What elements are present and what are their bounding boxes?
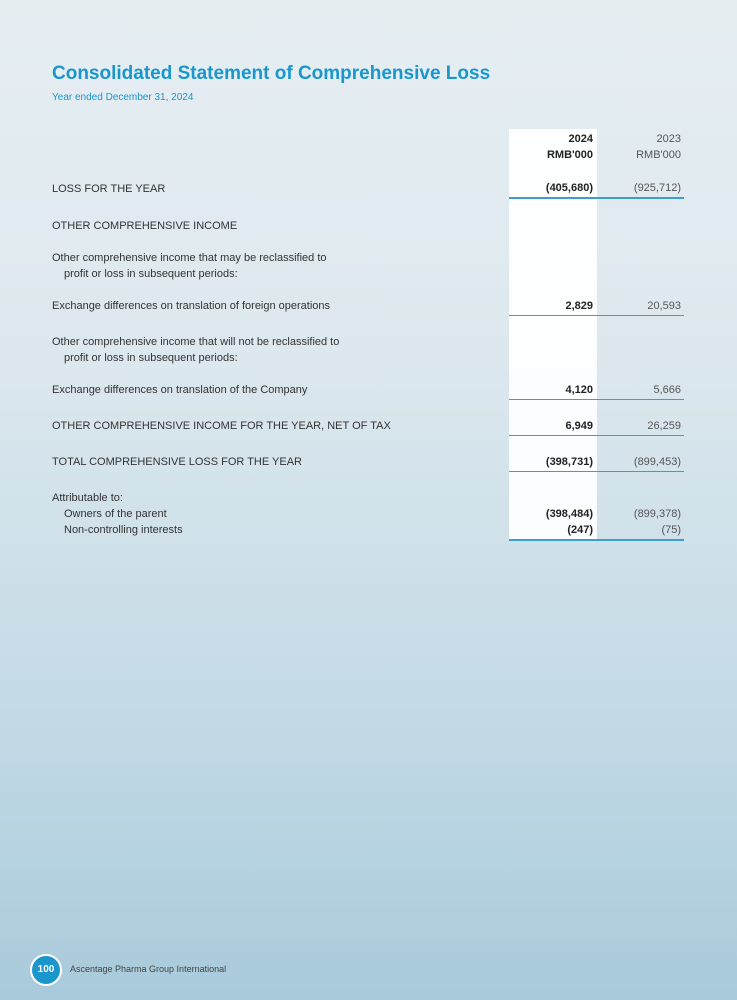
row-oci-net-label: OTHER COMPREHENSIVE INCOME FOR THE YEAR, NET OF TAX (52, 420, 391, 432)
col-header-2024: 2024 (568, 133, 593, 145)
footer-company-name: Ascentage Pharma Group International (70, 964, 227, 974)
row-attributable-label: Attributable to: (52, 492, 123, 504)
row-loss-2023: (925,712) (633, 182, 681, 194)
row-noreclass-line1: Other comprehensive income that will not be reclassified to (52, 336, 340, 348)
rule-fx-foreign (509, 315, 684, 316)
row-fx-company-2023: 5,666 (653, 384, 681, 396)
row-nci-2024: (247) (567, 524, 593, 536)
row-noreclass-line2: profit or loss in subsequent periods: (64, 352, 238, 364)
row-fx-foreign-2024: 2,829 (565, 300, 593, 312)
rule-fx-company (509, 399, 684, 400)
row-total-label: TOTAL COMPREHENSIVE LOSS FOR THE YEAR (52, 456, 303, 468)
row-nci-2023: (75) (661, 524, 681, 536)
row-owners-2023: (899,378) (633, 508, 681, 520)
row-owners-label: Owners of the parent (64, 508, 167, 520)
page-number-badge: 100 (30, 954, 62, 986)
rule-total (509, 471, 684, 472)
rule-oci-net (509, 435, 684, 436)
row-total-2023: (899,453) (633, 456, 681, 468)
row-reclass-line2: profit or loss in subsequent periods: (64, 268, 238, 280)
rule-loss (509, 197, 684, 199)
row-oci-heading: OTHER COMPREHENSIVE INCOME (52, 220, 238, 232)
row-oci-net-2023: 26,259 (647, 420, 681, 432)
page-subtitle: Year ended December 31, 2024 (52, 92, 194, 103)
row-loss-label: LOSS FOR THE YEAR (52, 183, 166, 195)
col-unit-2023: RMB'000 (636, 149, 681, 161)
row-reclass-line1: Other comprehensive income that may be reclassified to (52, 252, 327, 264)
col-unit-2024: RMB'000 (546, 149, 593, 161)
row-nci-label: Non-controlling interests (64, 524, 183, 536)
row-fx-foreign-label: Exchange differences on translation of foreign operations (52, 300, 331, 312)
row-total-2024: (398,731) (545, 456, 593, 468)
row-fx-foreign-2023: 20,593 (647, 300, 681, 312)
row-fx-company-label: Exchange differences on translation of the Company (52, 384, 308, 396)
page-title: Consolidated Statement of Comprehensive Loss (52, 63, 491, 84)
row-oci-net-2024: 6,949 (565, 420, 593, 432)
row-fx-company-2024: 4,120 (565, 384, 593, 396)
rule-attributable (509, 539, 684, 541)
col-header-2023: 2023 (656, 133, 681, 145)
row-owners-2024: (398,484) (545, 508, 593, 520)
row-loss-2024: (405,680) (545, 182, 593, 194)
